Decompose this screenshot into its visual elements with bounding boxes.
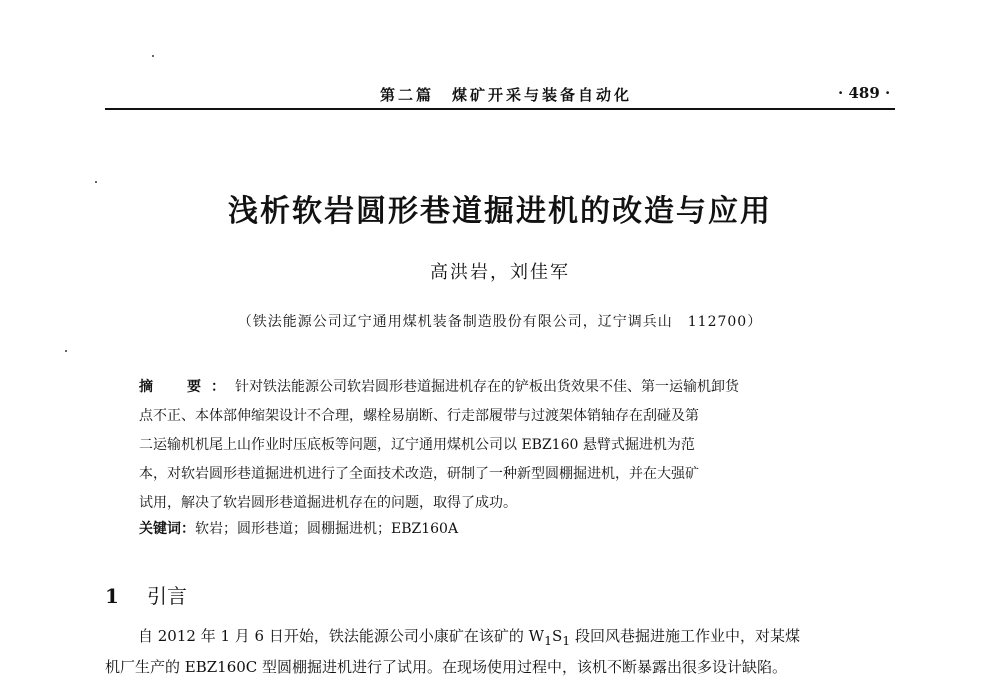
- abstract-line: [139, 376, 739, 396]
- body-text-segment: 段回风巷掘进施工作业中，对某煤: [570, 627, 801, 645]
- abstract-line: 本，对软岩圆形巷道掘进机进行了全面技术改造，研制了一种新型圆棚掘进机，并在大强矿: [139, 466, 699, 482]
- section-title: 引言: [147, 584, 187, 608]
- subscript: 1: [562, 633, 571, 648]
- running-header-section: 第二篇 煤矿开采与装备自动化: [380, 86, 633, 104]
- abstract-label: 摘 要：: [139, 379, 235, 395]
- keywords-text: 软岩；圆形巷道；圆棚掘进机；EBZ160A: [195, 521, 459, 537]
- abstract-line: 二运输机机尾上山作业时压底板等问题，辽宁通用煤机公司以 EBZ160 悬臂式掘进机为范: [139, 437, 695, 453]
- scan-speck: [152, 55, 154, 57]
- abstract-line: 点不正、本体部伸缩架设计不合理，螺栓易崩断、行走部履带与过渡架体销轴存在刮碰及第: [139, 408, 699, 424]
- keywords-line: [139, 518, 458, 538]
- abstract-text: 针对铁法能源公司软岩圆形巷道掘进机存在的铲板出货效果不佳、第一运输机卸货: [235, 379, 739, 395]
- subscript: 1: [544, 633, 553, 648]
- header-rule: [105, 108, 895, 110]
- section-heading: [105, 580, 187, 609]
- page-number: · 489 ·: [838, 84, 891, 102]
- body-text-line: 机厂生产的 EBZ160C 型圆棚掘进机进行了试用。在现场使用过程中，该机不断暴露出很多设计缺陷。: [105, 658, 788, 676]
- scan-speck: [65, 350, 67, 352]
- scan-speck: [95, 181, 97, 183]
- affiliation: （铁法能源公司辽宁通用煤机装备制造股份有限公司，辽宁调兵山 112700）: [237, 314, 763, 330]
- paper-title: 浅析软岩圆形巷道掘进机的改造与应用: [228, 194, 772, 229]
- authors: 高洪岩，刘佳军: [430, 262, 570, 283]
- keywords-label: 关键词：: [139, 521, 195, 537]
- body-text-segment: 自 2012 年 1 月 6 日开始，铁法能源公司小康矿在该矿的 W: [138, 627, 545, 645]
- body-text-segment: S: [552, 627, 563, 645]
- abstract-line: 试用，解决了软岩圆形巷道掘进机存在的问题，取得了成功。: [139, 495, 517, 511]
- section-number: 1: [105, 584, 119, 608]
- body-text-line: [138, 625, 800, 648]
